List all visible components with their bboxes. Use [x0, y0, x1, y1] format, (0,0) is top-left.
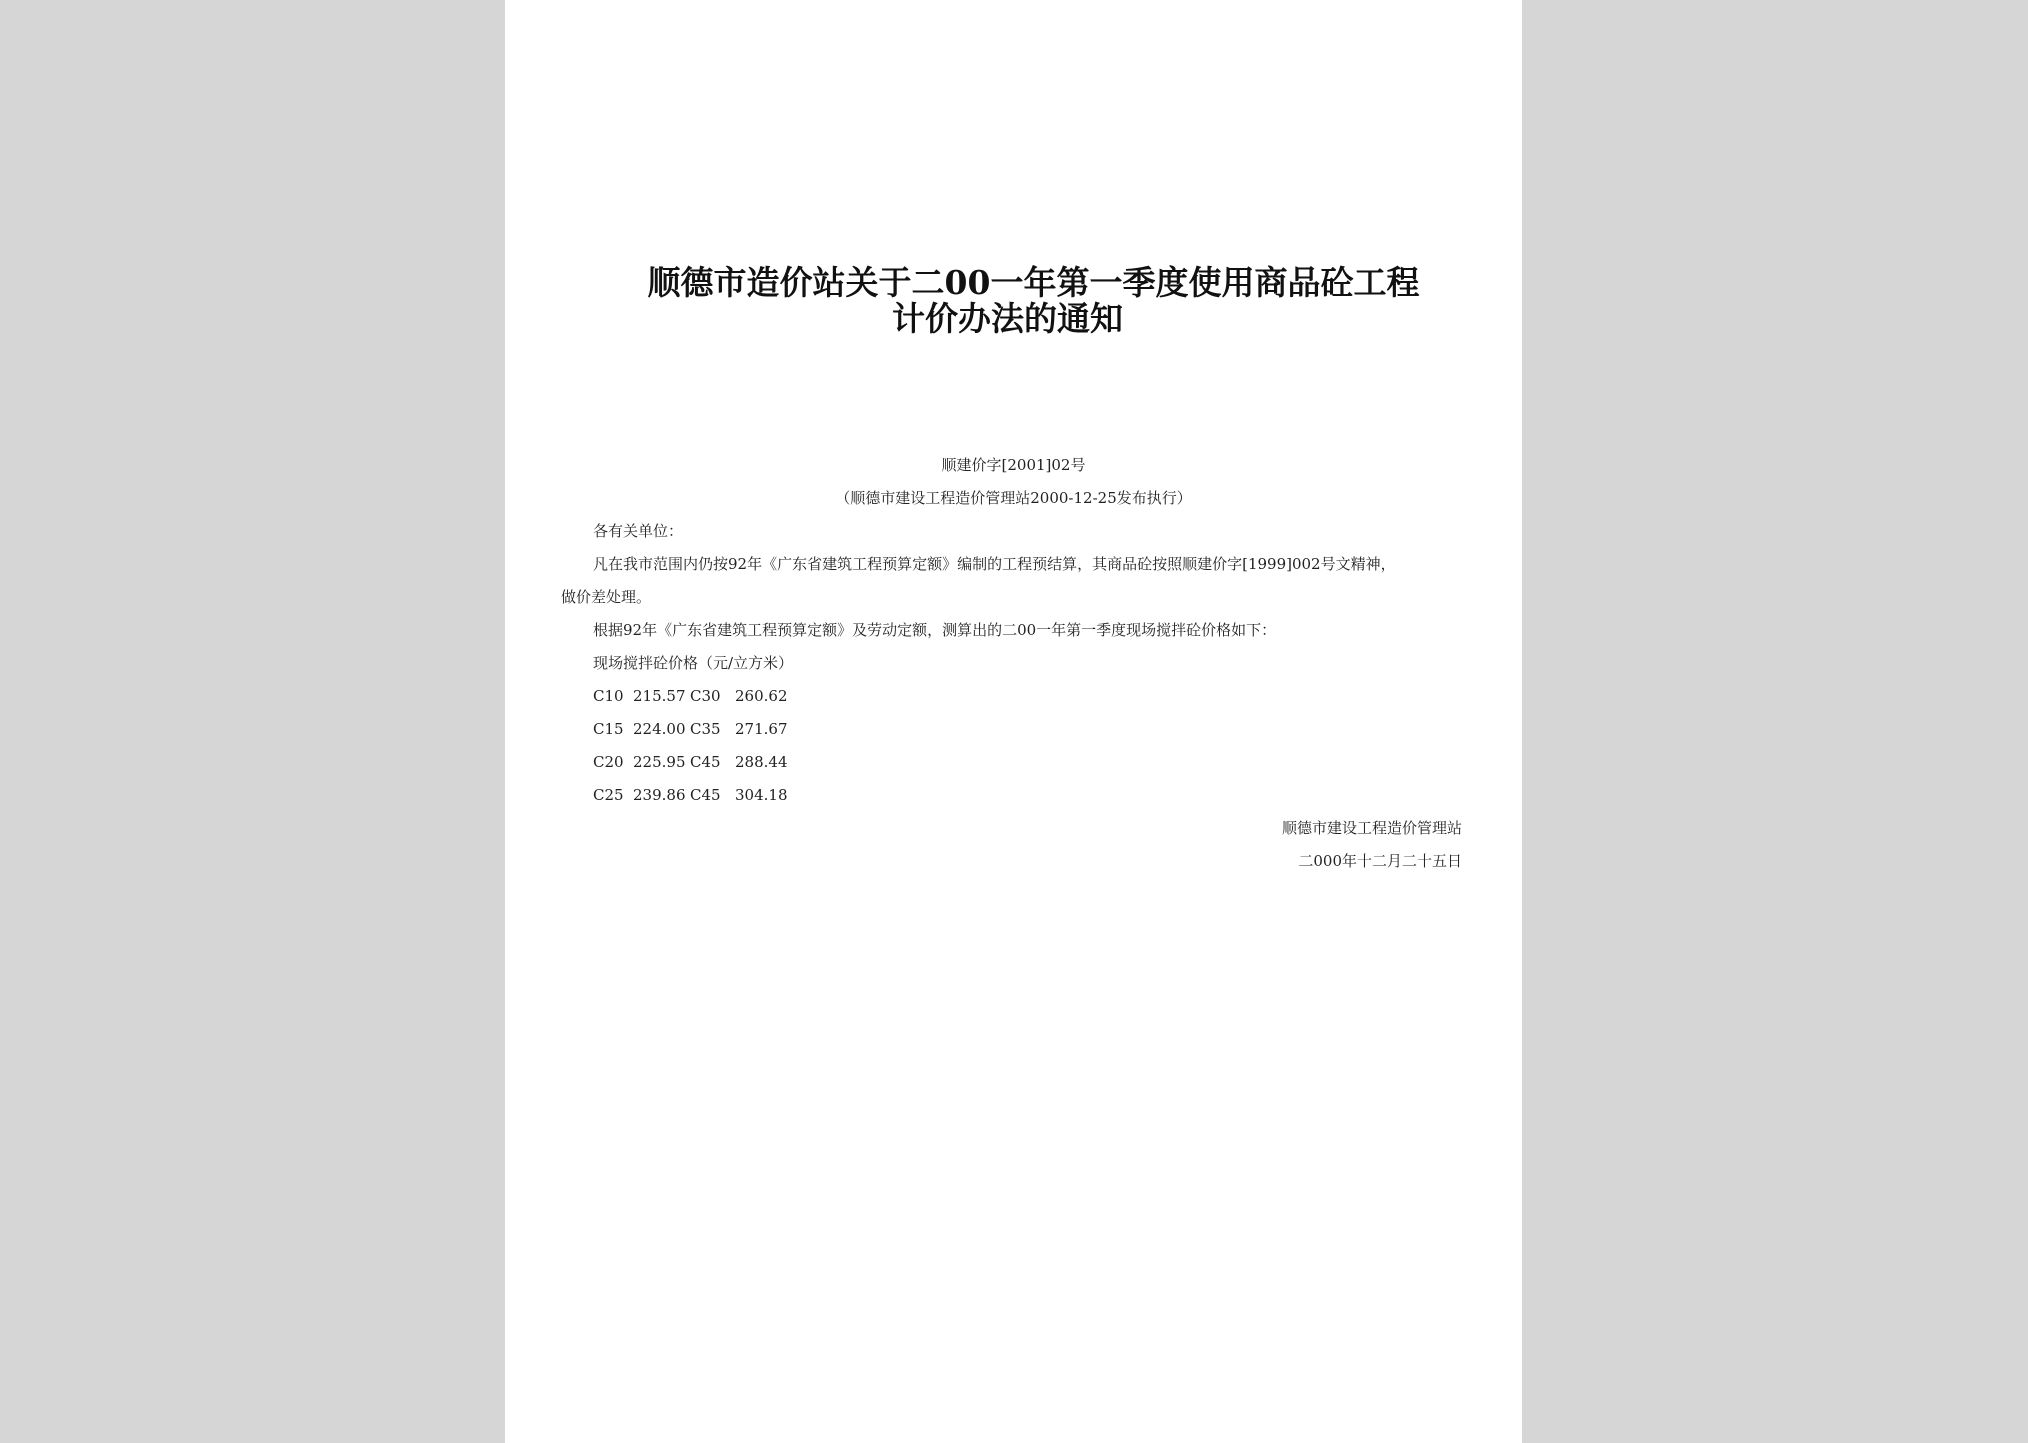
price-value: 215.57	[633, 687, 686, 705]
price-heading: 现场搅拌砼价格（元/立方米）	[593, 654, 794, 672]
price-value: 288.44	[735, 753, 788, 771]
price-value: 271.67	[735, 720, 788, 738]
document-page	[505, 0, 1522, 1443]
document-title-line2: 计价办法的通知	[892, 299, 1123, 338]
signature-organization: 顺德市建设工程造价管理站	[1281, 819, 1462, 837]
grade-label: C20	[593, 753, 624, 771]
grade-label: C15	[593, 720, 624, 738]
grade-label: C30	[690, 687, 721, 705]
grade-label: C45	[690, 753, 721, 771]
grade-label: C45	[690, 786, 721, 804]
document-title-line1: 顺德市造价站关于二00一年第一季度使用商品砼工程	[647, 263, 1420, 302]
price-value: 260.62	[735, 687, 788, 705]
paragraph-1-line-1: 凡在我市范围内仍按92年《广东省建筑工程预算定额》编制的工程预结算，其商品砼按照顺建价字[1999]002号文精神，	[593, 555, 1396, 573]
signature-date: 二000年十二月二十五日	[1298, 852, 1462, 870]
paragraph-2: 根据92年《广东省建筑工程预算定额》及劳动定额，测算出的二00一年第一季度现场搅拌砼价格如下：	[593, 621, 1277, 639]
document-number: 顺建价字[2001]02号	[941, 456, 1086, 474]
salutation: 各有关单位：	[593, 522, 684, 540]
grade-label: C25	[593, 786, 624, 804]
price-value: 224.00	[633, 720, 686, 738]
price-value: 304.18	[735, 786, 788, 804]
grade-label: C10	[593, 687, 624, 705]
price-value: 225.95	[633, 753, 686, 771]
issued-note: （顺德市建设工程造价管理站2000-12-25发布执行）	[835, 489, 1192, 507]
price-value: 239.86	[633, 786, 686, 804]
grade-label: C35	[690, 720, 721, 738]
paragraph-1-line-2: 做价差处理。	[561, 588, 652, 606]
